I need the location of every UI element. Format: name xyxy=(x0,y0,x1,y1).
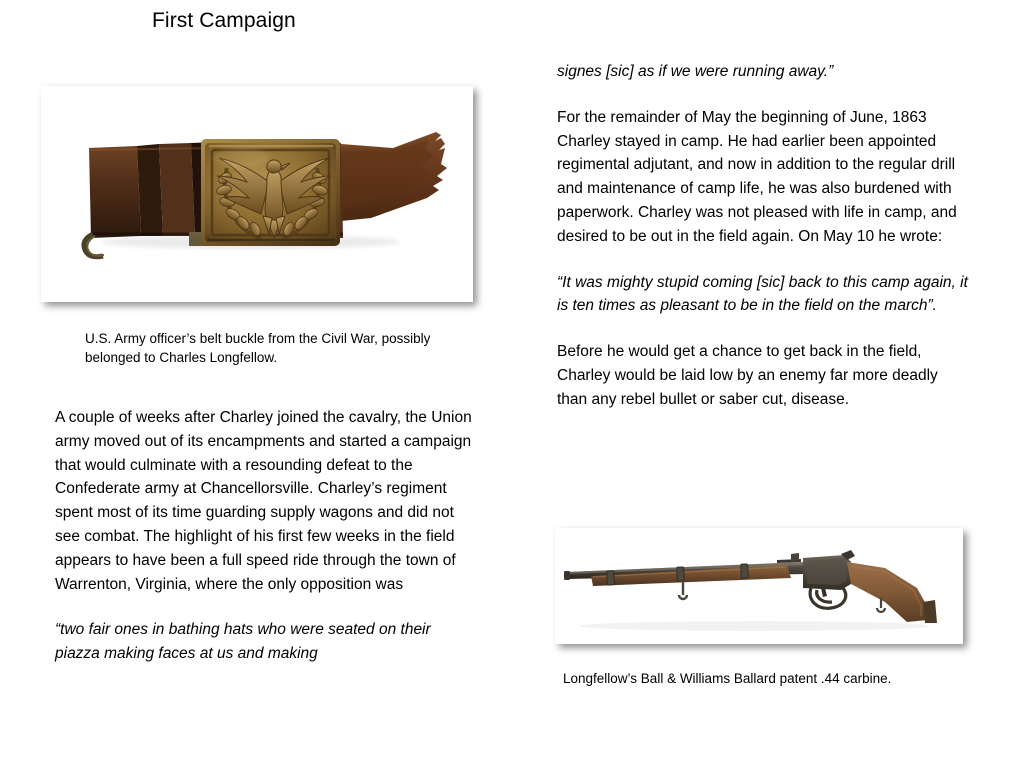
belt-buckle-svg xyxy=(41,86,473,302)
right-text-column xyxy=(557,60,969,412)
carbine-artwork xyxy=(555,528,963,644)
paragraph-disease-foreshadow: Before he would get a chance to get back in the field, Charley would be laid low by an enemy far more deadly than any rebel bullet or saber cut, disease. xyxy=(557,343,938,408)
paragraph-warrenton-quote: “two fair ones in bathing hats who were seated on their piazza making faces at us and making xyxy=(55,621,431,663)
carbine-svg xyxy=(555,528,963,644)
paragraph-signes-quote-continuation: signes [sic] as if we were running away.” xyxy=(557,63,834,80)
carbine-image xyxy=(555,528,963,644)
belt-buckle-caption: U.S. Army officer’s belt buckle from the Civil War, possibly belonged to Charles Longfellow. xyxy=(85,331,431,365)
paragraph-camp-life-narrative: For the remainder of May the beginning of June, 1863 Charley stayed in camp. He had earlier been appointed regimental adjutant, and now in addition to the regular drill and maintenance of camp life, he was also burdened with paperwork. Charley was not pleased with life in camp, and desired to be out in the field again. On May 10 he wrote: xyxy=(557,108,957,245)
belt-buckle-image xyxy=(41,86,473,302)
carbine-caption: Longfellow’s Ball & Williams Ballard patent .44 carbine. xyxy=(563,671,892,686)
left-text-column xyxy=(55,406,475,666)
rifle-buttplate xyxy=(923,600,937,623)
eagle-buckle-plate xyxy=(201,139,340,246)
paragraph-campaign-narrative: A couple of weeks after Charley joined the cavalry, the Union army moved out of its encampments and started a campaign that would culminate with a resounding defeat to the Confederate army at Chancellorsville. Charley’s regiment spent most of its time guarding supply wagons and did not see combat. The highlight of his first few weeks in the field appears to have been a full speed ride through the town of Warrenton, Virginia, where the only opposition was xyxy=(55,409,472,593)
paragraph-may10-quote: “It was mighty stupid coming [sic] back to this camp again, it is ten times as pleasant to be in the field on the march”. xyxy=(557,273,968,315)
belt-buckle-artwork xyxy=(41,86,473,302)
page-title: First Campaign xyxy=(152,9,296,32)
